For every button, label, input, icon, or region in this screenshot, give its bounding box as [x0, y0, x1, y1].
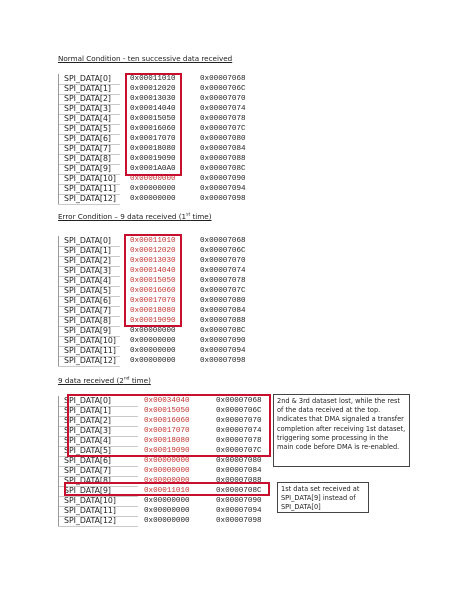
register-value: 0x00013030 [130, 257, 176, 265]
register-label: SPI_DATA[10] [64, 496, 116, 505]
register-label: SPI_DATA[5] [64, 446, 111, 455]
register-address: 0x0000707C [200, 287, 246, 295]
table-row [58, 496, 274, 506]
register-address: 0x00007088 [200, 155, 246, 163]
register-address: 0x00007088 [216, 477, 262, 485]
register-address: 0x00007070 [200, 257, 246, 265]
register-address: 0x00007078 [200, 115, 246, 123]
table-row [58, 356, 288, 366]
register-label: SPI_DATA[12] [64, 356, 116, 365]
register-value: 0x00011010 [130, 237, 176, 245]
register-address: 0x00007090 [200, 175, 246, 183]
register-label: SPI_DATA[2] [64, 416, 111, 425]
register-address: 0x00007080 [216, 457, 262, 465]
register-address: 0x00007068 [200, 75, 246, 83]
register-label: SPI_DATA[8] [64, 476, 111, 485]
register-address: 0x00007080 [200, 135, 246, 143]
error-condition-highlight-box [124, 234, 182, 327]
register-value: 0x00016060 [130, 287, 176, 295]
register-label: SPI_DATA[3] [64, 104, 111, 113]
register-label: SPI_DATA[6] [64, 134, 111, 143]
register-label: SPI_DATA[8] [64, 316, 111, 325]
register-label: SPI_DATA[1] [64, 246, 111, 255]
register-label: SPI_DATA[9] [64, 164, 111, 173]
register-address: 0x00007098 [200, 195, 246, 203]
register-label: SPI_DATA[12] [64, 194, 116, 203]
register-address: 0x00007094 [216, 507, 262, 515]
register-address: 0x00007084 [216, 467, 262, 475]
register-label: SPI_DATA[2] [64, 256, 111, 265]
register-label: SPI_DATA[11] [64, 184, 116, 193]
register-label: SPI_DATA[4] [64, 276, 111, 285]
register-address: 0x00007098 [200, 357, 246, 365]
register-label: SPI_DATA[11] [64, 346, 116, 355]
second-time-heading: 9 data received (2nd time) [58, 376, 151, 385]
register-value: 0x00017070 [130, 297, 176, 305]
register-address: 0x00007084 [200, 307, 246, 315]
register-value: 0x00000000 [130, 337, 176, 345]
table-row [58, 346, 288, 356]
register-value: 0x00013030 [130, 95, 176, 103]
register-label: SPI_DATA[11] [64, 506, 116, 515]
register-value: 0x00014040 [130, 105, 176, 113]
register-address: 0x00007078 [216, 437, 262, 445]
register-address: 0x00007088 [200, 317, 246, 325]
register-value: 0x00015050 [130, 277, 176, 285]
table-left-border [58, 236, 59, 366]
register-value: 0x00017070 [144, 427, 190, 435]
register-value: 0x00000000 [144, 507, 190, 515]
table-row [58, 506, 274, 516]
register-label: SPI_DATA[4] [64, 114, 111, 123]
register-value: 0x00000000 [130, 195, 176, 203]
register-label: SPI_DATA[1] [64, 84, 111, 93]
register-value: 0x00018080 [130, 307, 176, 315]
register-label: SPI_DATA[10] [64, 336, 116, 345]
register-value: 0x00000000 [144, 497, 190, 505]
register-label: SPI_DATA[7] [64, 466, 111, 475]
register-label: SPI_DATA[0] [64, 396, 111, 405]
error-condition-heading: Error Condition – 9 data received (1st time) [58, 212, 212, 221]
register-value: 0x00017070 [130, 135, 176, 143]
lost-dataset-note: 2nd & 3rd dataset lost, while the rest of the data received at the top. Indicates that DMA signaled a transfer completion after receiving 1st dataset, triggering some processing in the main code before DMA is re-enabled. [273, 394, 410, 467]
register-label: SPI_DATA[2] [64, 94, 111, 103]
table-row [58, 184, 288, 194]
register-label: SPI_DATA[8] [64, 154, 111, 163]
register-address: 0x00007070 [216, 417, 262, 425]
table-left-border [58, 74, 59, 204]
register-address: 0x00007068 [200, 237, 246, 245]
register-address: 0x00007080 [200, 297, 246, 305]
register-label: SPI_DATA[3] [64, 266, 111, 275]
second-time-highlight-box-top [67, 394, 271, 457]
register-address: 0x00007098 [216, 517, 262, 525]
register-label: SPI_DATA[0] [64, 74, 111, 83]
register-address: 0x0000706C [200, 247, 246, 255]
register-value: 0x00019090 [130, 155, 176, 163]
register-value: 0x00018080 [144, 437, 190, 445]
register-address: 0x00007090 [216, 497, 262, 505]
register-value: 0x00012020 [130, 247, 176, 255]
table-row [58, 194, 288, 204]
register-label: SPI_DATA[3] [64, 426, 111, 435]
register-value: 0x00000000 [144, 517, 190, 525]
register-address: 0x0000706C [200, 85, 246, 93]
register-value: 0x00000000 [144, 477, 190, 485]
register-address: 0x00007070 [200, 95, 246, 103]
register-label: SPI_DATA[9] [64, 486, 111, 495]
register-label: SPI_DATA[7] [64, 306, 111, 315]
register-address: 0x00007094 [200, 347, 246, 355]
register-address: 0x00007068 [216, 397, 262, 405]
register-address: 0x00007090 [200, 337, 246, 345]
register-label: SPI_DATA[4] [64, 436, 111, 445]
register-address: 0x0000706C [216, 407, 262, 415]
register-value: 0x00000000 [130, 185, 176, 193]
register-value: 0x00000000 [144, 457, 190, 465]
table-row [58, 516, 274, 526]
register-label: SPI_DATA[10] [64, 174, 116, 183]
register-value: 0x00019090 [130, 317, 176, 325]
register-value: 0x00000000 [144, 467, 190, 475]
table-row [58, 466, 274, 476]
register-label: SPI_DATA[5] [64, 286, 111, 295]
normal-condition-highlight-box [125, 73, 182, 176]
table-row [58, 326, 288, 336]
register-label: SPI_DATA[0] [64, 236, 111, 245]
register-address: 0x00007074 [200, 267, 246, 275]
table-left-border [58, 396, 59, 526]
register-value: 0x00015050 [144, 407, 190, 415]
register-value: 0x00000000 [130, 175, 176, 183]
register-address: 0x0000707C [216, 447, 262, 455]
register-label: SPI_DATA[1] [64, 406, 111, 415]
register-value: 0x0001A0A0 [130, 165, 176, 173]
register-value: 0x00012020 [130, 85, 176, 93]
register-address: 0x00007094 [200, 185, 246, 193]
table-row [58, 456, 274, 466]
register-value: 0x00016060 [144, 417, 190, 425]
register-value: 0x00018080 [130, 145, 176, 153]
register-label: SPI_DATA[12] [64, 516, 116, 525]
register-value: 0x00034040 [144, 397, 190, 405]
register-value: 0x00015050 [130, 115, 176, 123]
register-value: 0x00019090 [144, 447, 190, 455]
register-label: SPI_DATA[6] [64, 456, 111, 465]
register-value: 0x00000000 [130, 357, 176, 365]
register-address: 0x00007074 [216, 427, 262, 435]
register-address: 0x0000708C [216, 487, 262, 495]
register-value: 0x00016060 [130, 125, 176, 133]
register-address: 0x00007084 [200, 145, 246, 153]
register-value: 0x00000000 [130, 327, 176, 335]
row-divider [58, 366, 120, 367]
register-address: 0x00007074 [200, 105, 246, 113]
register-value: 0x00000000 [130, 347, 176, 355]
register-label: SPI_DATA[6] [64, 296, 111, 305]
register-address: 0x0000707C [200, 125, 246, 133]
register-address: 0x0000708C [200, 327, 246, 335]
register-label: SPI_DATA[9] [64, 326, 111, 335]
row-divider [58, 204, 120, 205]
row-divider [58, 526, 138, 527]
table-row [58, 336, 288, 346]
register-address: 0x0000708C [200, 165, 246, 173]
second-time-highlight-box-row9 [64, 482, 270, 496]
register-label: SPI_DATA[7] [64, 144, 111, 153]
normal-condition-heading: Normal Condition - ten successive data received [58, 54, 233, 63]
register-value: 0x00011010 [144, 487, 190, 495]
misplaced-dataset-note: 1st data set received at SPI_DATA[9] instead of SPI_DATA[0] [277, 482, 369, 513]
register-value: 0x00014040 [130, 267, 176, 275]
register-address: 0x00007078 [200, 277, 246, 285]
register-label: SPI_DATA[5] [64, 124, 111, 133]
register-value: 0x00011010 [130, 75, 176, 83]
